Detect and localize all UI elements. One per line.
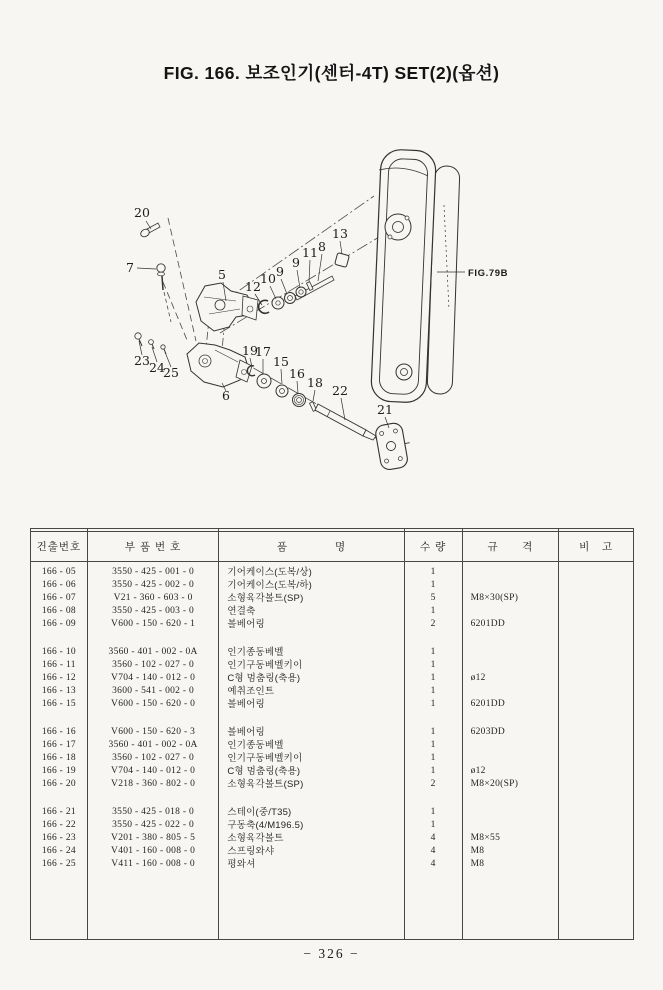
callout-number: 16: [289, 366, 305, 381]
cell-name: 예취조인트: [227, 685, 275, 697]
cell-name: C형 멈춤링(축용): [227, 672, 301, 684]
cell-qty: 5: [430, 592, 436, 603]
cell-part: 3550 - 425 - 003 - 0: [112, 605, 195, 616]
cell-no: 166 - 19: [41, 765, 76, 776]
callout-leader: [270, 286, 276, 299]
callout-number: 23: [134, 353, 150, 368]
cell-qty: 2: [430, 618, 436, 629]
cell-part: 3550 - 425 - 022 - 0: [112, 819, 195, 830]
cell-name: 인기종동베벨: [227, 739, 284, 751]
group-gap: [88, 711, 219, 726]
cell-no: 166 - 22: [41, 819, 76, 830]
column-header-no: 건출번호: [31, 532, 87, 562]
column-header-part: 부 품 번 호: [88, 532, 219, 562]
cell-qty: 1: [430, 698, 436, 709]
callout-leader: [318, 254, 322, 281]
group-gap: [559, 791, 633, 806]
callout-leader: [281, 369, 282, 384]
callout-leader: [297, 381, 298, 393]
cell-note: [559, 685, 633, 698]
cell-spec: [463, 646, 559, 659]
callout-number: 18: [307, 375, 323, 390]
cell-no: 166 - 08: [41, 605, 76, 616]
figure-reference-label: FIG.79B: [468, 268, 509, 279]
column-header-note: 비 고: [559, 532, 633, 562]
cell-qty: 1: [430, 672, 436, 683]
cell-note: [559, 659, 633, 672]
group-gap: [463, 631, 559, 646]
cell-note: [559, 646, 633, 659]
group-gap: [88, 631, 219, 646]
cell-name: 소형육각볼트: [227, 832, 284, 844]
cell-name: 인기구동베벨키이: [227, 659, 303, 671]
group-gap: [31, 711, 87, 726]
cell-name: 인기종동베벨: [227, 646, 284, 658]
cell-no: 166 - 25: [41, 858, 76, 869]
cell-qty: 1: [430, 566, 436, 577]
cell-spec: [463, 819, 559, 832]
callout-number: 20: [134, 205, 150, 220]
callout-number: 7: [126, 260, 134, 275]
cell-qty: 1: [430, 726, 436, 737]
cell-qty: 1: [430, 579, 436, 590]
cell-no: 166 - 20: [41, 778, 76, 789]
group-gap: [405, 631, 462, 646]
cell-note: [559, 778, 633, 791]
callout-number: 13: [332, 226, 348, 241]
cell-note: [559, 752, 633, 765]
cell-note: [559, 592, 633, 605]
callout-number: 9: [276, 264, 284, 279]
callout-number: 9: [292, 255, 300, 270]
cell-part: V704 - 140 - 012 - 0: [111, 765, 196, 776]
cell-part: V600 - 150 - 620 - 1: [111, 618, 196, 629]
group-gap: [405, 711, 462, 726]
cell-name: 구동축(4/M196.5): [227, 819, 304, 831]
cell-spec: 6203DD: [470, 726, 506, 737]
group-gap: [463, 711, 559, 726]
callout-number: 6: [222, 388, 230, 403]
cell-note: [559, 765, 633, 778]
group-gap: [559, 631, 633, 646]
callout-number: 22: [332, 383, 348, 398]
callout-number: 12: [245, 279, 261, 294]
callout-number: 8: [318, 239, 326, 254]
callout-number: 10: [260, 271, 276, 286]
group-gap: [219, 711, 403, 726]
cell-qty: 4: [430, 845, 436, 856]
cell-part: 3560 - 401 - 002 - 0A: [108, 646, 198, 657]
cell-qty: 4: [430, 832, 436, 843]
cell-qty: 1: [430, 739, 436, 750]
cell-qty: 1: [430, 605, 436, 616]
callout-number: 15: [273, 354, 289, 369]
cell-qty: 4: [430, 858, 436, 869]
callout-leader: [340, 241, 342, 254]
cell-part: V600 - 150 - 620 - 0: [111, 698, 196, 709]
cell-no: 166 - 13: [41, 685, 76, 696]
cell-no: 166 - 12: [41, 672, 76, 683]
cell-spec: [463, 659, 559, 672]
cell-spec: ø12: [470, 672, 486, 683]
cell-spec: [463, 752, 559, 765]
cell-note: [559, 618, 633, 631]
cell-no: 166 - 15: [41, 698, 76, 709]
table-column-qty: [405, 529, 463, 939]
cell-name: 연결축: [227, 605, 256, 617]
cell-spec: M8: [470, 845, 485, 856]
cell-no: 166 - 11: [42, 659, 76, 670]
group-gap: [405, 791, 462, 806]
page-number: − 326 −: [303, 946, 360, 961]
cell-part: V704 - 140 - 012 - 0: [111, 672, 196, 683]
cell-name: 평와셔: [227, 858, 256, 870]
cell-note: [559, 605, 633, 618]
cell-spec: [463, 579, 559, 592]
callout-number: 5: [218, 267, 226, 282]
cell-note: [559, 739, 633, 752]
cell-part: V600 - 150 - 620 - 3: [111, 726, 196, 737]
cell-part: V201 - 380 - 805 - 5: [111, 832, 196, 843]
cell-name: 기어케이스(도복/상): [227, 566, 312, 578]
cell-note: [559, 832, 633, 845]
cell-part: 3560 - 102 - 027 - 0: [112, 752, 195, 763]
cell-note: [559, 819, 633, 832]
cell-spec: 6201DD: [470, 698, 506, 709]
table-column-no: [31, 529, 88, 939]
cell-no: 166 - 21: [41, 806, 76, 817]
cell-spec: [463, 605, 559, 618]
cell-note: [559, 698, 633, 711]
table-column-part: [88, 529, 220, 939]
page-title: FIG. 166. 보조인기(센터-4T) SET(2)(옵션): [163, 63, 500, 83]
column-header-name: 품 명: [219, 532, 403, 562]
cell-spec: M8×20(SP): [470, 778, 519, 789]
cell-qty: 1: [430, 752, 436, 763]
cell-part: 3550 - 425 - 002 - 0: [112, 579, 195, 590]
cell-note: [559, 672, 633, 685]
cell-spec: ø12: [470, 765, 486, 776]
cell-qty: 1: [430, 685, 436, 696]
cell-name: 볼베어링: [227, 618, 265, 630]
column-header-qty: 수 량: [405, 532, 462, 562]
cell-qty: 1: [430, 819, 436, 830]
table-column-name: [219, 529, 404, 939]
cell-no: 166 - 07: [41, 592, 76, 603]
cell-note: [559, 845, 633, 858]
group-gap: [219, 631, 403, 646]
cell-no: 166 - 06: [41, 579, 76, 590]
cell-qty: 1: [430, 806, 436, 817]
cell-spec: [463, 739, 559, 752]
callout-number: 17: [255, 344, 271, 359]
callout-number: 25: [163, 365, 179, 380]
top-fasteners: [135, 223, 166, 354]
column-header-spec: 규 격: [463, 532, 559, 562]
cell-qty: 2: [430, 778, 436, 789]
cell-note: [559, 726, 633, 739]
callout-number: 19: [242, 343, 258, 358]
construction-lines: [163, 196, 390, 446]
cell-qty: 1: [430, 659, 436, 670]
cell-part: V21 - 360 - 603 - 0: [113, 592, 193, 603]
group-gap: [31, 631, 87, 646]
cell-note: [559, 566, 633, 579]
cell-name: 소형육각볼트(SP): [227, 592, 304, 604]
cell-spec: 6201DD: [470, 618, 506, 629]
callout-number: 21: [377, 402, 393, 417]
cell-spec: M8×30(SP): [470, 592, 519, 603]
cell-spec: M8×55: [470, 832, 501, 843]
group-gap: [463, 791, 559, 806]
blade-cover: [371, 149, 460, 403]
group-gap: [219, 791, 403, 806]
group-gap: [559, 711, 633, 726]
cell-name: 스테이(중/T35): [227, 806, 292, 818]
table-column-note: [559, 529, 633, 939]
cell-part: 3550 - 425 - 001 - 0: [112, 566, 195, 577]
cell-note: [559, 806, 633, 819]
callout-leader: [281, 279, 287, 294]
cell-no: 166 - 23: [41, 832, 76, 843]
cell-spec: [463, 685, 559, 698]
cell-name: 스프링와샤: [227, 845, 275, 857]
table-column-spec: [463, 529, 560, 939]
cell-no: 166 - 17: [41, 739, 76, 750]
cell-part: V218 - 360 - 802 - 0: [111, 778, 196, 789]
cell-qty: 1: [430, 765, 436, 776]
cell-part: 3560 - 102 - 027 - 0: [112, 659, 195, 670]
cell-name: 볼베어링: [227, 726, 265, 738]
cell-name: C형 멈춤링(축용): [227, 765, 301, 777]
cell-no: 166 - 10: [41, 646, 76, 657]
callout-number: 11: [302, 245, 318, 260]
cell-part: V411 - 160 - 008 - 0: [111, 858, 195, 869]
cell-no: 166 - 16: [41, 726, 76, 737]
group-gap: [31, 791, 87, 806]
parts-table: [30, 528, 634, 940]
exploded-parts-diagram: [0, 125, 663, 525]
cell-part: V401 - 160 - 008 - 0: [111, 845, 196, 856]
cell-spec: M8: [470, 858, 485, 869]
cell-name: 인기구동베벨키이: [227, 752, 303, 764]
group-gap: [88, 791, 219, 806]
cell-no: 166 - 18: [41, 752, 76, 763]
callout-leader: [313, 390, 315, 401]
cell-no: 166 - 09: [41, 618, 76, 629]
cell-no: 166 - 05: [41, 566, 76, 577]
cell-note: [559, 579, 633, 592]
cell-name: 소형육각볼트(SP): [227, 778, 304, 790]
cell-spec: [463, 566, 559, 579]
cell-spec: [463, 806, 559, 819]
callout-leader: [137, 268, 156, 269]
cell-name: 기어케이스(도복/하): [227, 579, 312, 591]
cell-name: 볼베어링: [227, 698, 265, 710]
cell-qty: 1: [430, 646, 436, 657]
cell-note: [559, 858, 633, 871]
callout-number: 24: [149, 360, 165, 375]
cell-part: 3600 - 541 - 002 - 0: [112, 685, 195, 696]
cell-part: 3560 - 401 - 002 - 0A: [108, 739, 198, 750]
cell-no: 166 - 24: [41, 845, 76, 856]
cell-part: 3550 - 425 - 018 - 0: [112, 806, 195, 817]
